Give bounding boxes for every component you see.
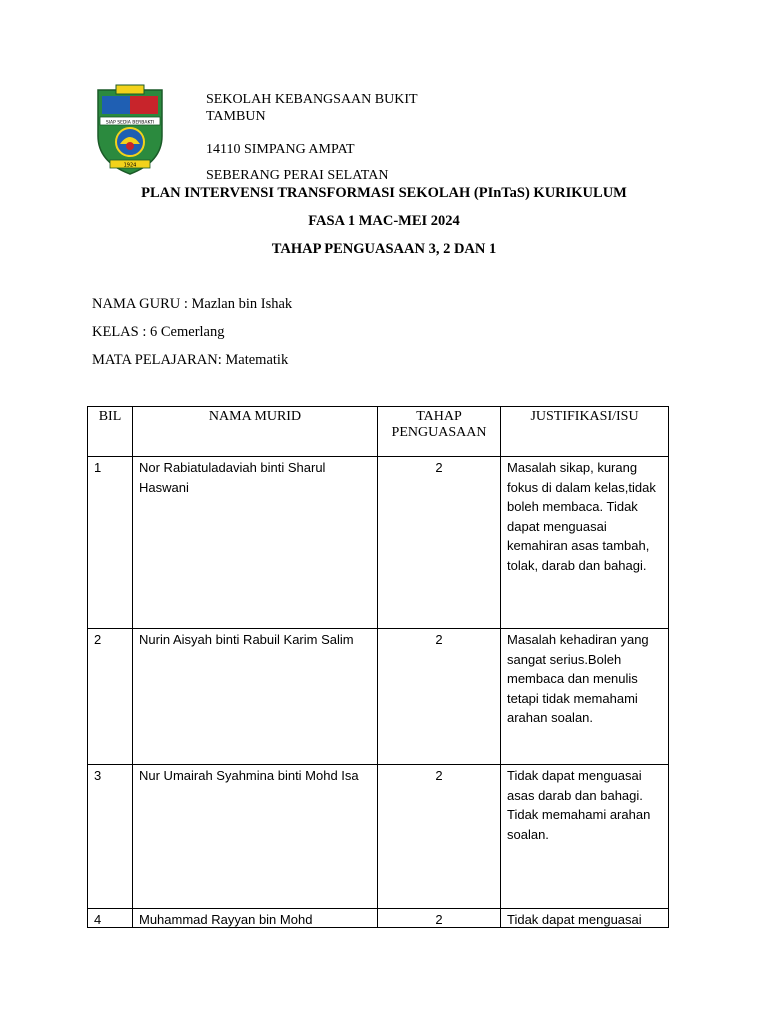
row-justifikasi: Tidak dapat menguasai asas darab dan bahagi. Tidak memahami arahan soalan. — [501, 765, 669, 909]
student-table — [87, 406, 669, 928]
row-nama: Nor Rabiatuladaviah binti Sharul Haswani — [133, 457, 378, 629]
row-bil: 4 — [94, 912, 102, 927]
school-name: SEKOLAH KEBANGSAAN BUKIT TAMBUN — [206, 92, 418, 124]
header-tahap-penguasaan: TAHAP PENGUASAAN — [378, 407, 501, 457]
row-justifikasi: Masalah sikap, kurang fokus di dalam kelas,tidak boleh membaca. Tidak dapat menguasai kemahiran asas tambah, tolak, darab dan bahagi. — [501, 457, 669, 629]
row-justifikasi: Masalah kehadiran yang sangat serius.Boleh membaca dan menulis tetapi tidak memahami arahan soalan. — [501, 629, 669, 765]
address-line-1: 14110 SIMPANG AMPAT — [206, 142, 355, 157]
row-nama: Nurin Aisyah binti Rabuil Karim Salim — [133, 629, 378, 765]
table-row — [88, 629, 669, 765]
row-nama: Muhammad Rayyan bin Mohd — [139, 912, 313, 927]
table-row — [88, 909, 669, 928]
row-bil: 3 — [88, 765, 133, 909]
table-header-row — [88, 407, 669, 457]
table-row — [88, 457, 669, 629]
row-bil: 1 — [88, 457, 133, 629]
row-bil: 2 — [88, 629, 133, 765]
header-justifikasi: JUSTIFIKASI/ISU — [501, 407, 669, 457]
table-row — [88, 765, 669, 909]
phase-title: FASA 1 MAC-MEI 2024 — [308, 213, 460, 229]
level-title: TAHAP PENGUASAAN 3, 2 DAN 1 — [271, 241, 497, 257]
logo-motto: SIAP SEDIA BERBAKTI — [105, 120, 155, 126]
logo-year: 1924 — [123, 162, 137, 169]
document-title: PLAN INTERVENSI TRANSFORMASI SEKOLAH (PInTaS) KURIKULUM — [141, 185, 627, 201]
header-nama-murid: NAMA MURID — [133, 407, 378, 457]
row-justifikasi: Tidak dapat menguasai — [507, 912, 642, 927]
subject-name: MATA PELAJARAN: Matematik — [92, 352, 289, 368]
school-logo — [92, 84, 168, 176]
row-tahap: 2 — [378, 629, 501, 765]
school-address-block — [206, 91, 436, 179]
header-bil: BIL — [88, 407, 133, 457]
class-name: KELAS : 6 Cemerlang — [92, 324, 225, 340]
teacher-name: NAMA GURU : Mazlan bin Ishak — [92, 296, 293, 312]
row-tahap: 2 — [435, 912, 443, 927]
row-nama: Nur Umairah Syahmina binti Mohd Isa — [133, 765, 378, 909]
row-tahap: 2 — [378, 765, 501, 909]
address-line-2: SEBERANG PERAI SELATAN — [206, 168, 389, 179]
row-tahap: 2 — [378, 457, 501, 629]
